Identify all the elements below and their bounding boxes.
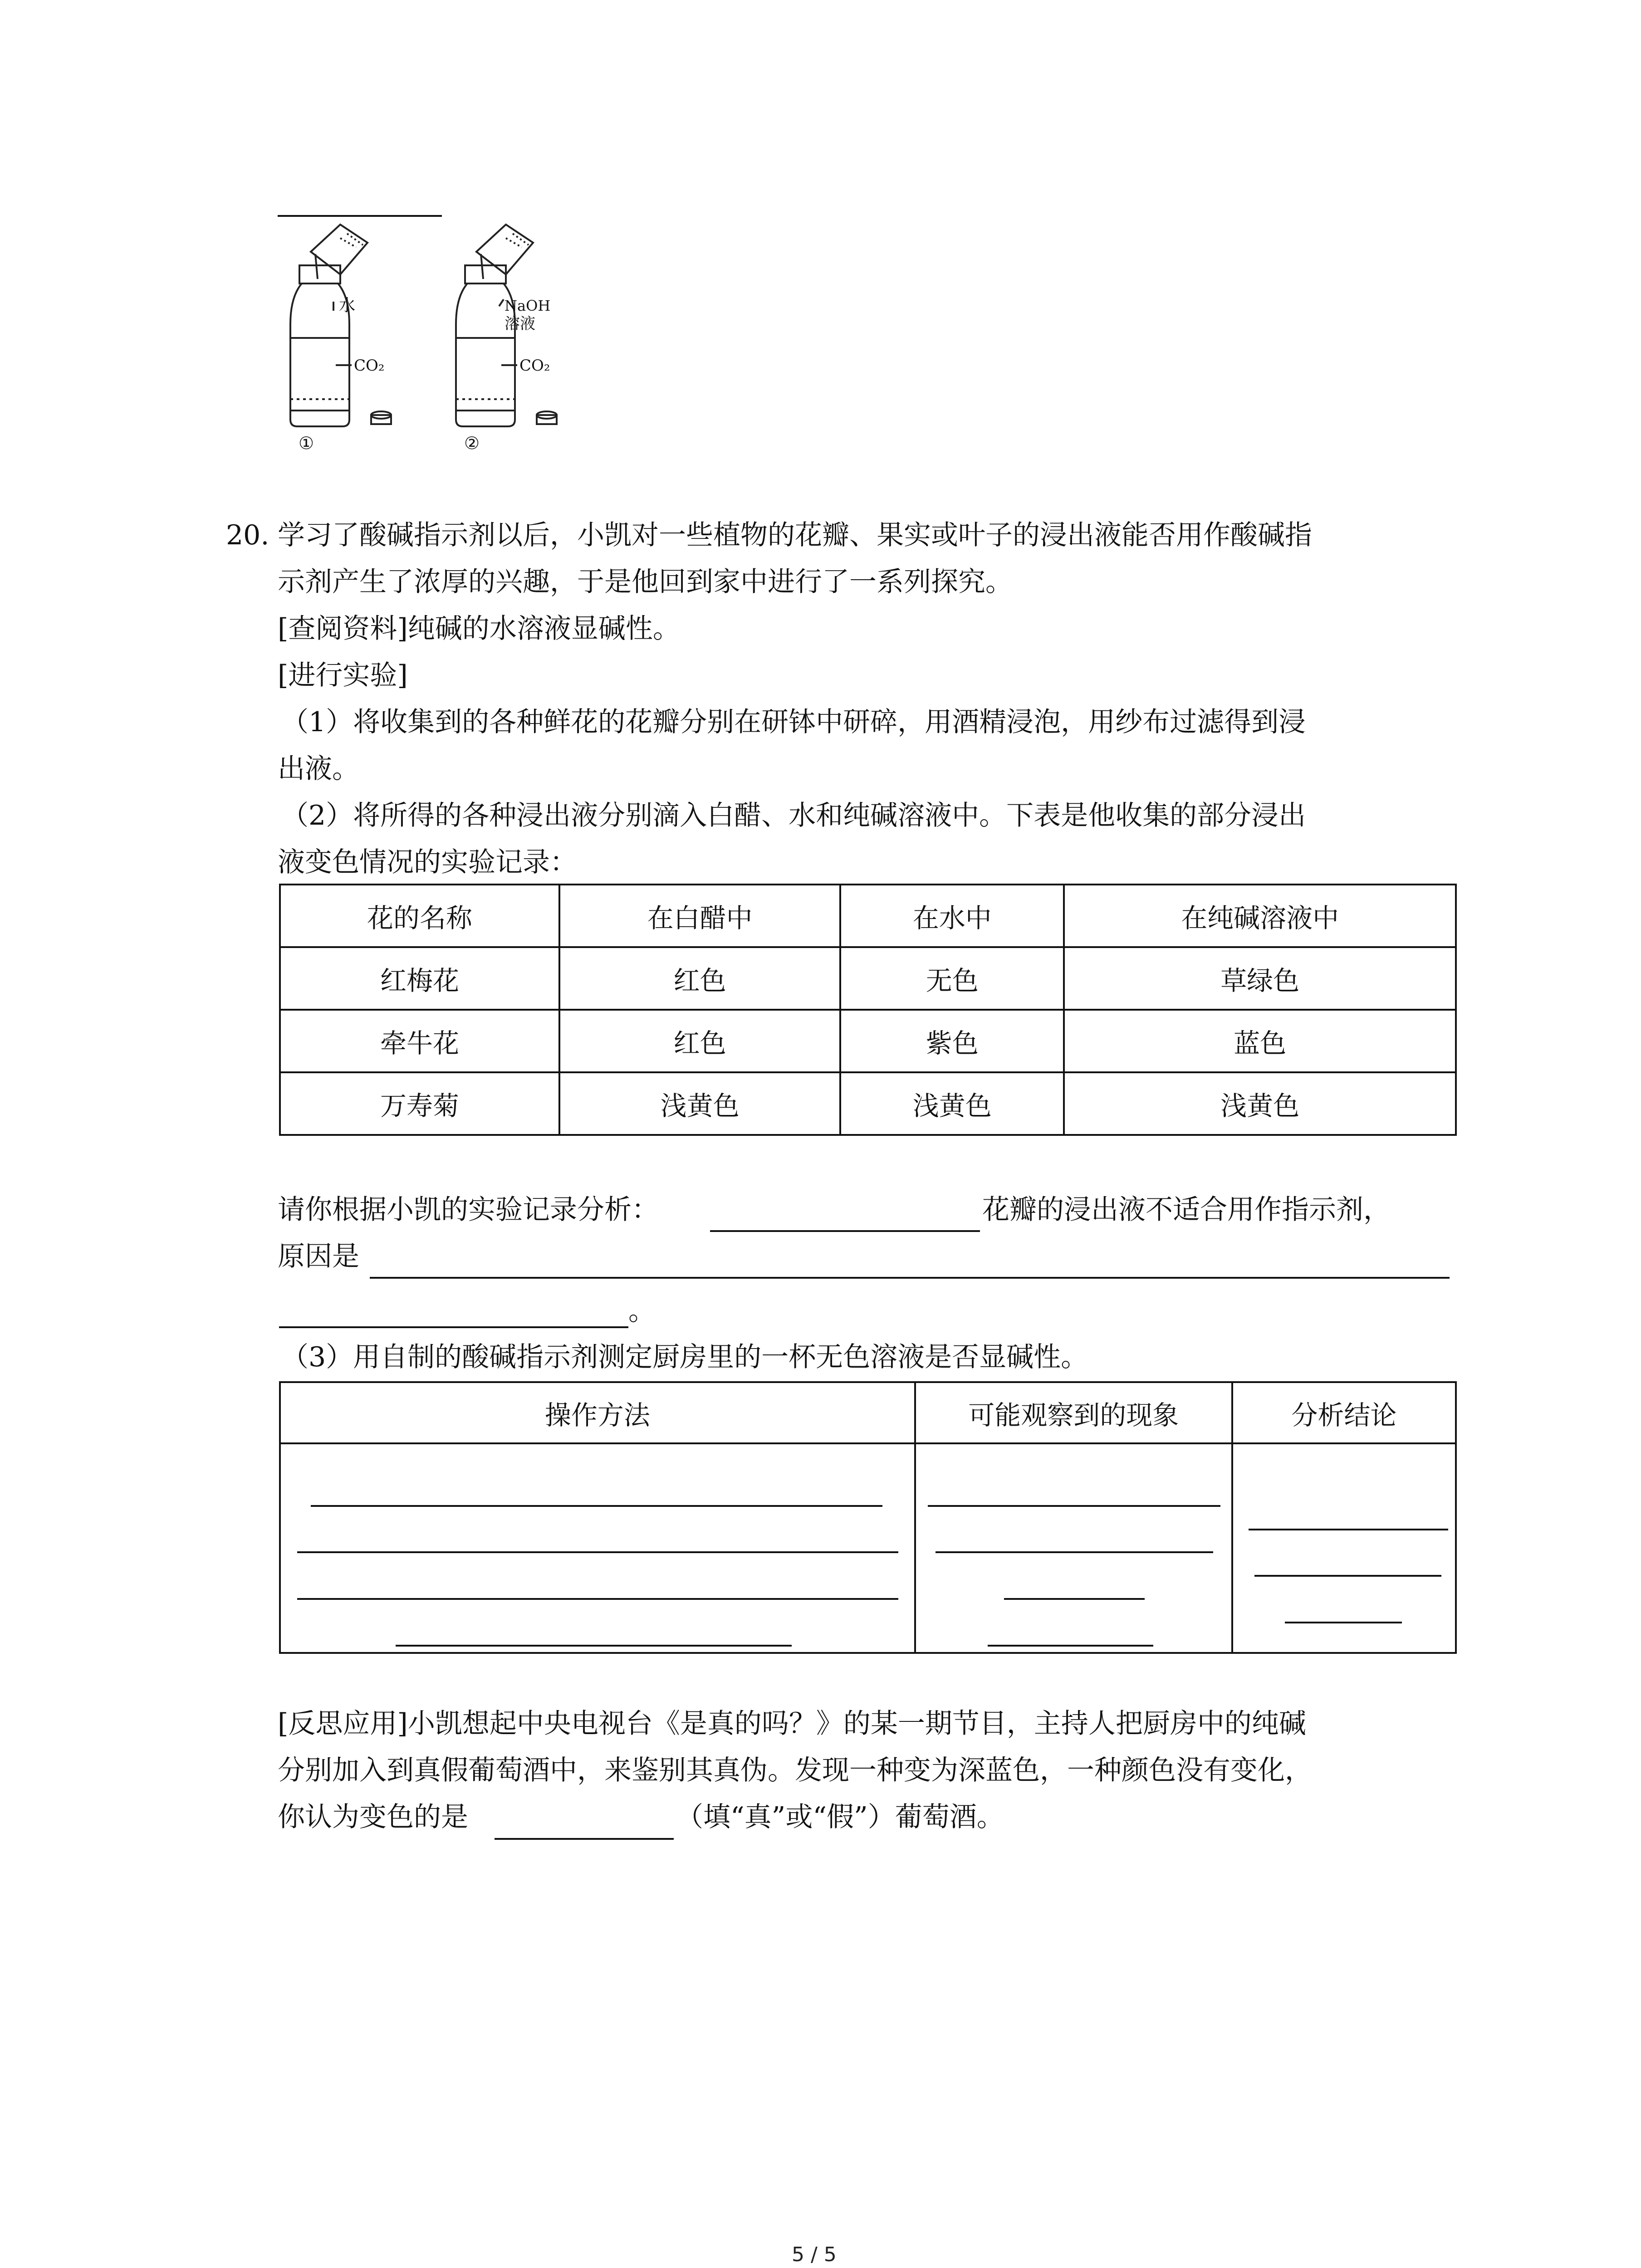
previous-answer-blank[interactable]: [278, 215, 442, 217]
phenomenon-answer-line-3[interactable]: [1004, 1598, 1145, 1600]
color-change-table: [279, 884, 1457, 1136]
step1-line-1: （1）将收集到的各种鲜花的花瓣分别在研钵中研碎，用酒精浸泡，用纱布过滤得到浸: [281, 706, 1306, 738]
page-number: 5 / 5: [792, 2243, 837, 2266]
bottle-experiment-figure: [272, 220, 590, 465]
phenomenon-cell: [915, 1443, 1232, 1653]
conclusion-answer-line-1[interactable]: [1249, 1529, 1448, 1530]
reason-answer-blank-1[interactable]: [370, 1277, 1450, 1279]
bottle-1-liquid-label: 水: [339, 296, 356, 315]
table-cell: 红色: [559, 947, 840, 1010]
table-cell: 紫色: [840, 1010, 1064, 1072]
table-row: [280, 1010, 1456, 1072]
bottle-2-liquid-label-2: 溶液: [505, 315, 535, 333]
table-cell: 万寿菊: [280, 1072, 559, 1135]
reason-prefix: 原因是: [278, 1241, 359, 1272]
table-cell: 浅黄色: [559, 1072, 840, 1135]
header-in-water: 在水中: [840, 885, 1064, 947]
analysis-prefix: 请你根据小凯的实验记录分析：: [278, 1194, 659, 1226]
step1-line-2: 出液。: [278, 753, 359, 785]
reflect-answer-blank[interactable]: [495, 1838, 674, 1840]
method-answer-line-2[interactable]: [297, 1551, 898, 1553]
table-cell: 无色: [840, 947, 1064, 1010]
table-cell: 草绿色: [1064, 947, 1456, 1010]
step2-line-2: 液变色情况的实验记录：: [278, 846, 577, 878]
intro-line-1: 学习了酸碱指示剂以后，小凯对一些植物的花瓣、果实或叶子的浸出液能否用作酸碱指: [278, 519, 1312, 551]
reflect-prefix: 你认为变色的是: [278, 1801, 468, 1833]
header-phenomenon: 可能观察到的现象: [915, 1382, 1232, 1443]
table-cell: 蓝色: [1064, 1010, 1456, 1072]
table-row: [280, 947, 1456, 1010]
header-method: 操作方法: [280, 1382, 915, 1443]
analysis-answer-blank[interactable]: [710, 1230, 980, 1232]
method-answer-line-1[interactable]: [311, 1505, 882, 1507]
table2-header-row: [280, 1382, 1456, 1443]
bottle-2-liquid-label-1: NaOH: [505, 297, 551, 314]
phenomenon-answer-line-1[interactable]: [928, 1505, 1220, 1507]
table-cell: 浅黄色: [1064, 1072, 1456, 1135]
reason-end: 。: [628, 1295, 656, 1327]
bottle-1-icon: [290, 225, 391, 426]
analysis-suffix: 花瓣的浸出液不适合用作指示剂，: [982, 1194, 1391, 1226]
table-cell: 红色: [559, 1010, 840, 1072]
method-cell: [280, 1443, 915, 1653]
question-number: 20.: [226, 519, 269, 551]
header-in-vinegar: 在白醋中: [559, 885, 840, 947]
table-cell: 牵牛花: [280, 1010, 559, 1072]
method-answer-line-4[interactable]: [396, 1645, 792, 1647]
info-line: [查阅资料]纯碱的水溶液显碱性。: [278, 613, 680, 645]
bottle-1-gas-label: CO₂: [354, 357, 385, 375]
conclusion-answer-line-3[interactable]: [1285, 1622, 1402, 1623]
intro-line-2: 示剂产生了浓厚的兴趣，于是他回到家中进行了一系列探究。: [278, 566, 1013, 598]
table-cell: 浅黄色: [840, 1072, 1064, 1135]
reflect-suffix: （填“真”或“假”）葡萄酒。: [676, 1801, 1004, 1833]
step2-line-1: （2）将所得的各种浸出液分别滴入白醋、水和纯碱溶液中。下表是他收集的部分浸出: [281, 800, 1306, 831]
bottle-2-number: ②: [464, 433, 480, 453]
method-answer-line-3[interactable]: [297, 1598, 898, 1600]
header-flower-name: 花的名称: [280, 885, 559, 947]
reflect-line-2: 分别加入到真假葡萄酒中，来鉴别其真伪。发现一种变为深蓝色，一种颜色没有变化，: [278, 1755, 1312, 1786]
step3-line: （3）用自制的酸碱指示剂测定厨房里的一杯无色溶液是否显碱性。: [281, 1341, 1088, 1373]
experiment-heading: [进行实验]: [278, 660, 408, 691]
conclusion-answer-line-2[interactable]: [1254, 1575, 1441, 1577]
phenomenon-answer-line-2[interactable]: [936, 1551, 1213, 1553]
bottle-1-number: ①: [299, 433, 314, 453]
reason-answer-blank-2[interactable]: [279, 1326, 628, 1328]
table2-answer-row: [280, 1443, 1456, 1653]
phenomenon-answer-line-4[interactable]: [988, 1645, 1153, 1647]
header-in-soda: 在纯碱溶液中: [1064, 885, 1456, 947]
table-row: [280, 1072, 1456, 1135]
bottle-2-gas-label: CO₂: [519, 357, 550, 375]
reflect-line-1: [反思应用]小凯想起中央电视台《是真的吗？》的某一期节目，主持人把厨房中的纯碱: [278, 1708, 1306, 1740]
table-header-row: [280, 885, 1456, 947]
test-method-table: [279, 1381, 1457, 1654]
header-conclusion: 分析结论: [1232, 1382, 1456, 1443]
table-cell: 红梅花: [280, 947, 559, 1010]
